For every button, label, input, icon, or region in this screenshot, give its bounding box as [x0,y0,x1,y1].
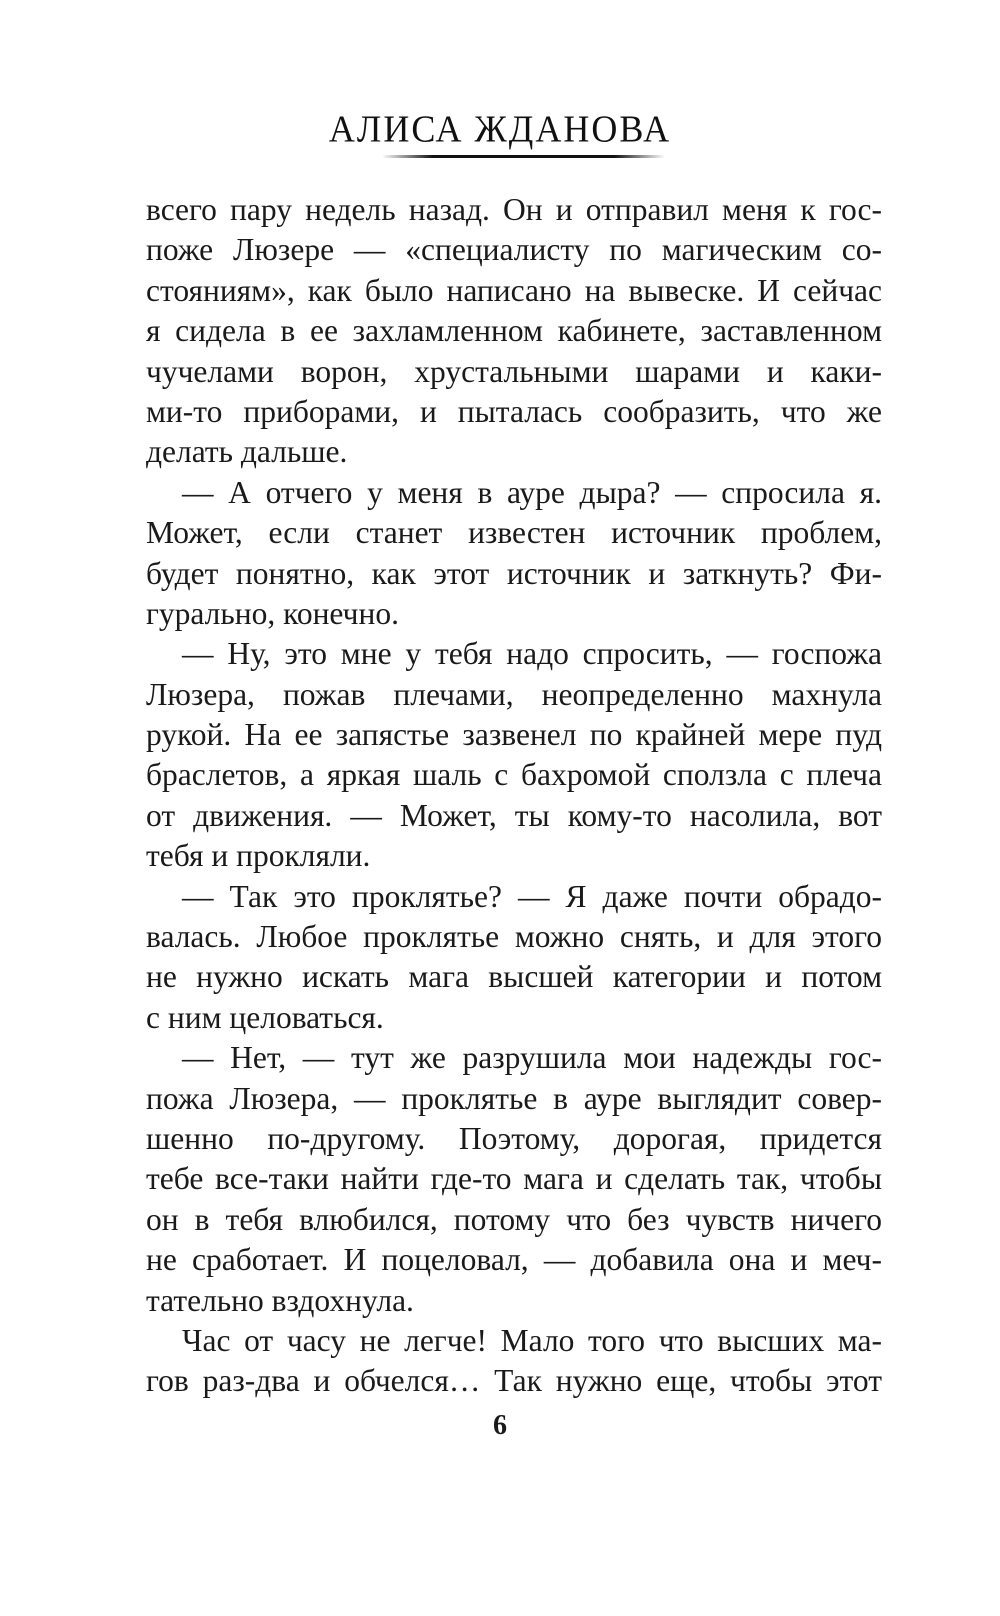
body-text [146,190,882,1402]
text-line: — Так это проклятье? — Я даже почти обрадо- [182,878,882,914]
text-line: Час от часу не легче! Мало того что высших ма- [182,1322,882,1358]
text-line: будет понятно, как этот источник и заткнуть? Фи- [146,555,882,591]
text-line: тебя и прокляли. [146,838,371,874]
text-line: делать дальше. [146,434,348,470]
text-line: чучелами ворон, хрустальными шарами и каки- [146,353,882,389]
text-line: рукой. На ее запястье зазвенел по крайней мере пуд [146,717,882,753]
text-line: ми-то приборами, и пыталась сообразить, что же [146,393,882,429]
text-line: браслетов, а яркая шаль с бахромой сползла с плеча [146,757,882,793]
text-line: — А отчего у меня в ауре дыра? — спросила я. [182,474,882,510]
text-line: он в тебя влюбился, потому что без чувств ничего [146,1201,882,1237]
text-line: гов раз-два и обчелся… Так нужно еще, чтобы этот [146,1363,882,1399]
text-line: тебе все-таки найти где-то мага и сделать так, чтобы [146,1161,882,1197]
text-line: пожа Люзера, — проклятье в ауре выглядит совер- [146,1080,882,1116]
text-line: не сработает. И поцеловал, — добавила она и меч- [146,1242,882,1278]
header-rule [382,155,665,158]
text-line: поже Люзере — «специалисту по магическим со- [146,232,882,268]
text-line: шенно по-другому. Поэтому, дорогая, придется [146,1120,882,1156]
page-number: 6 [493,1410,507,1441]
text-line: всего пару недель назад. Он и отправил меня к гос- [146,192,882,227]
text-line: с ним целоваться. [146,999,384,1035]
running-head [0,108,1000,150]
text-line: Люзера, пожав плечами, неопределенно махнула [146,676,882,712]
text-line: гурально, конечно. [146,595,399,631]
text-line: Может, если станет известен источник проблем, [146,515,882,551]
author-name: АЛИСА ЖДАНОВА [328,108,672,150]
text-line: — Нет, — тут же разрушила мои надежды гос- [182,1040,882,1076]
text-line: я сидела в ее захламленном кабинете, заставленном [146,313,882,349]
text-line: от движения. — Может, ты кому-то насолила, вот [146,797,882,833]
text-line: валась. Любое проклятье можно снять, и для этого [146,919,882,955]
text-line: тательно вздохнула. [146,1282,414,1318]
text-line: не нужно искать мага высшей категории и потом [146,959,882,995]
text-line: — Ну, это мне у тебя надо спросить, — госпожа [182,636,882,672]
text-line: стояниям», как было написано на вывеске. И сейчас [146,272,882,308]
